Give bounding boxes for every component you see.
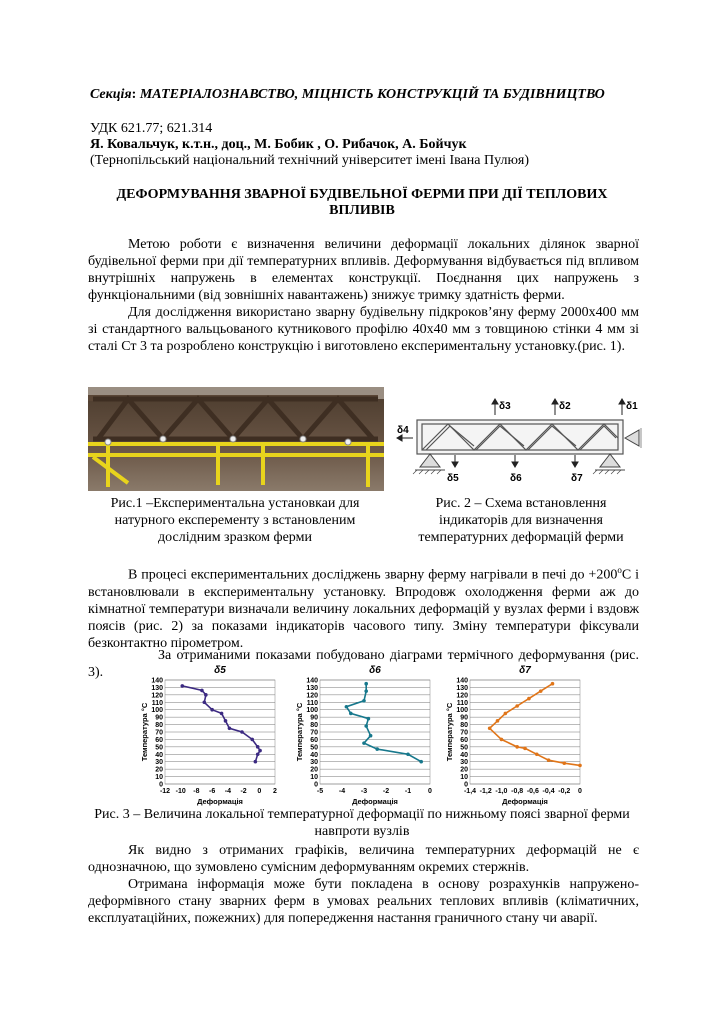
data-point xyxy=(240,730,244,734)
x-tick-label: -0,8 xyxy=(511,788,524,795)
y-tick-label: 140 xyxy=(306,677,318,685)
y-tick-label: 110 xyxy=(306,699,318,707)
y-tick-label: 120 xyxy=(151,692,163,700)
y-tick-label: 70 xyxy=(155,729,163,737)
paragraph-experiment-start: В процесі експериментальних досліджень зварну ферму нагрівали в печі до +200 xyxy=(128,567,618,583)
data-point xyxy=(496,719,500,723)
data-point xyxy=(345,705,349,709)
x-tick-label: -6 xyxy=(209,788,216,795)
y-tick-label: 70 xyxy=(460,729,468,737)
y-tick-label: 40 xyxy=(460,751,468,759)
y-axis-label: Температура °С xyxy=(445,702,454,762)
chart-title: δ5 xyxy=(214,665,226,676)
y-tick-label: 60 xyxy=(155,736,163,744)
data-point xyxy=(256,752,260,756)
x-tick-label: 0 xyxy=(578,788,582,795)
data-point xyxy=(523,747,527,751)
data-point xyxy=(488,726,492,730)
y-axis-label: Температура °С xyxy=(295,702,304,762)
paragraph-experiment-end: С і встановлювали в експериментальну установку. Впродовж охолодження ферми аж до кімнатної температури визначали величину локальних деформацій у вузлах ферми і вздовж поясів (рис. 2) за показами індикаторів часового типу. Зміну температури фіксували безконтактно пірометром. xyxy=(88,567,640,651)
data-point xyxy=(535,752,539,756)
figure-3-caption: Рис. 3 – Величина локальної температурної деформації по нижньому поясі зварної ферми навпроти вузлів xyxy=(94,807,630,839)
y-tick-label: 40 xyxy=(310,751,318,759)
y-tick-label: 0 xyxy=(159,781,163,789)
y-tick-label: 50 xyxy=(460,744,468,752)
data-point xyxy=(349,712,353,716)
x-tick-label: -2 xyxy=(382,788,390,795)
y-tick-label: 20 xyxy=(460,766,468,774)
y-tick-label: 100 xyxy=(306,707,318,715)
data-point xyxy=(224,719,228,723)
data-point xyxy=(362,699,366,703)
y-tick-label: 80 xyxy=(155,722,163,730)
y-tick-label: 80 xyxy=(310,722,318,730)
chart-delta-5 xyxy=(140,665,277,806)
x-tick-label: -2 xyxy=(240,788,247,795)
data-point xyxy=(406,752,410,756)
data-point xyxy=(256,745,260,749)
delta-5-label: δ5 xyxy=(447,473,459,484)
y-tick-label: 130 xyxy=(151,684,163,692)
data-point xyxy=(228,726,232,730)
y-tick-label: 100 xyxy=(151,707,163,715)
y-tick-label: 110 xyxy=(151,699,163,707)
data-point xyxy=(515,745,519,749)
x-tick-label: -10 xyxy=(175,788,186,795)
data-point xyxy=(578,764,582,768)
x-tick-label: -0,6 xyxy=(526,788,539,795)
y-tick-label: 50 xyxy=(310,744,318,752)
figure-2-scheme xyxy=(395,393,645,488)
data-point xyxy=(364,682,368,686)
y-tick-label: 140 xyxy=(151,677,163,685)
y-tick-label: 60 xyxy=(460,736,468,744)
y-tick-label: 20 xyxy=(310,766,318,774)
y-tick-label: 0 xyxy=(314,781,318,789)
y-tick-label: 90 xyxy=(155,714,163,722)
x-tick-label: 2 xyxy=(273,788,277,795)
data-point xyxy=(254,760,258,764)
x-tick-label: -1,2 xyxy=(479,788,492,795)
data-point xyxy=(250,738,254,742)
x-tick-label: -5 xyxy=(316,788,324,795)
paragraph-experiment xyxy=(88,562,639,652)
y-tick-label: 10 xyxy=(155,774,163,782)
delta-6-label: δ6 xyxy=(510,473,522,484)
degree-superscript: о xyxy=(617,565,622,575)
y-tick-label: 90 xyxy=(310,714,318,722)
chart-title: δ6 xyxy=(369,665,381,676)
data-point xyxy=(180,684,184,688)
paper-title: ДЕФОРМУВАННЯ ЗВАРНОЇ БУДІВЕЛЬНОЇ ФЕРМИ ПРИ ДІЇ ТЕПЛОВИХ ВПЛИВІВ xyxy=(116,187,608,218)
figure-2-caption: Рис. 2 – Схема встановлення індикаторів для визначення температурних деформацій ферми xyxy=(418,496,624,545)
x-axis-label: Деформація xyxy=(197,797,243,806)
y-tick-label: 10 xyxy=(460,774,468,782)
institution: (Тернопільський національний технічний університет імені Івана Пулюя) xyxy=(90,153,530,168)
y-tick-label: 20 xyxy=(155,766,163,774)
data-point xyxy=(364,724,368,728)
data-point xyxy=(551,682,555,686)
y-tick-label: 10 xyxy=(310,774,318,782)
data-point xyxy=(367,717,371,721)
y-tick-label: 30 xyxy=(460,759,468,767)
y-tick-label: 60 xyxy=(310,736,318,744)
y-tick-label: 130 xyxy=(306,684,318,692)
data-point xyxy=(204,693,208,697)
figure-1-caption: Рис.1 –Експериментальна установкаи для натурного експеременту з встановленим дослідним зразком ферми xyxy=(110,496,360,545)
figure-3-charts xyxy=(135,662,595,806)
delta-2-label: δ2 xyxy=(559,401,571,412)
data-point xyxy=(220,712,224,716)
chart-title: δ7 xyxy=(519,665,531,676)
x-tick-label: -0,2 xyxy=(558,788,571,795)
y-tick-label: 30 xyxy=(310,759,318,767)
data-point xyxy=(547,758,551,762)
data-point xyxy=(200,689,204,693)
x-tick-label: -4 xyxy=(224,788,231,795)
y-tick-label: 140 xyxy=(456,677,468,685)
y-tick-label: 120 xyxy=(456,692,468,700)
x-tick-label: 0 xyxy=(257,788,262,795)
x-tick-label: -12 xyxy=(159,788,171,795)
y-axis-label: Температура °С xyxy=(140,702,149,762)
delta-3-label: δ3 xyxy=(499,401,511,412)
data-point xyxy=(258,749,262,753)
section-label: Секція xyxy=(90,87,132,102)
section-heading xyxy=(90,87,650,103)
data-point xyxy=(210,708,214,712)
y-tick-label: 130 xyxy=(456,684,468,692)
x-tick-label: -0,4 xyxy=(542,788,555,795)
data-point xyxy=(515,704,519,708)
y-tick-label: 0 xyxy=(464,781,468,789)
paragraph-diagrams: За отриманими показами побудовано діаграми термічного деформування (рис. 3). xyxy=(88,648,639,680)
paragraph-purpose: Метою роботи є визначення величини деформації локальних ділянок зварної будівельної ферми при дії температурних впливів. Деформування відбувається під впливом внутрішніх напружень в елементах конструкції. Поєднання цих напружень з функціональними (від зовнішніх навантажень) знижує тримку здатність ферми. xyxy=(88,237,639,303)
chart-delta-7 xyxy=(445,665,582,806)
chart-delta-6 xyxy=(295,665,432,806)
x-tick-label: -8 xyxy=(193,788,200,795)
y-tick-label: 80 xyxy=(460,722,468,730)
x-axis-label: Деформація xyxy=(502,797,548,806)
x-tick-label: -3 xyxy=(360,788,368,795)
section-name: МАТЕРІАЛОЗНАВСТВО, МІЦНІСТЬ КОНСТРУКЦІЙ ТА БУДІВНИЦТВО xyxy=(139,87,605,102)
paragraph-conclusion-2: Отримана інформація може бути покладена в основу розрахунків напружено-деформівного стану зварних ферм в умовах реальних теплових впливів (кліматичних, експлуатаційних, пожежних) для попередження настання граничного стану чи аварії. xyxy=(88,877,639,926)
data-point xyxy=(504,712,508,716)
delta-1-label: δ1 xyxy=(626,401,638,412)
y-tick-label: 90 xyxy=(460,714,468,722)
data-point xyxy=(419,760,423,764)
y-tick-label: 110 xyxy=(456,699,468,707)
section-separator: : xyxy=(131,87,140,102)
delta-4-label: δ4 xyxy=(397,425,409,436)
y-tick-label: 70 xyxy=(310,729,318,737)
x-tick-label: -1,0 xyxy=(495,788,508,795)
data-point xyxy=(562,761,566,765)
x-tick-label: -4 xyxy=(338,788,346,795)
paragraph-conclusion-1: Як видно з отриманих графіків, величина температурних деформацій не є однозначною, що зумовлено сумісним деформуванням окремих стержнів. xyxy=(88,843,639,875)
x-tick-label: 0 xyxy=(428,788,432,795)
data-point xyxy=(527,697,531,701)
paragraph-method: Для дослідження використано зварну будівельну підкроков’яну ферму 2000х400 мм зі стандартного вальцьованого кутникового профілю 40х40 мм з товщиною стінки 4 мм зі сталі Ст 3 та розроблено конструкцію і виготовлено експериментальну установку.(рис. 1). xyxy=(88,305,639,354)
data-point xyxy=(362,741,366,745)
delta-7-label: δ7 xyxy=(571,473,583,484)
data-point xyxy=(539,689,543,693)
y-tick-label: 40 xyxy=(155,751,163,759)
figure-1-photo xyxy=(88,387,384,491)
udk-code: УДК 621.77; 621.314 xyxy=(90,121,213,136)
x-axis-label: Деформація xyxy=(352,797,398,806)
data-point xyxy=(369,734,373,738)
y-tick-label: 100 xyxy=(456,707,468,715)
data-point xyxy=(202,700,206,704)
y-tick-label: 50 xyxy=(155,744,163,752)
x-tick-label: -1 xyxy=(404,788,412,795)
y-tick-label: 30 xyxy=(155,759,163,767)
y-tick-label: 120 xyxy=(306,692,318,700)
x-tick-label: -1,4 xyxy=(463,788,477,795)
data-point xyxy=(364,689,368,693)
data-point xyxy=(375,747,379,751)
data-point xyxy=(500,738,504,742)
authors: Я. Ковальчук, к.т.н., доц., М. Бобик , О. Рибачок, А. Бойчук xyxy=(90,137,467,152)
